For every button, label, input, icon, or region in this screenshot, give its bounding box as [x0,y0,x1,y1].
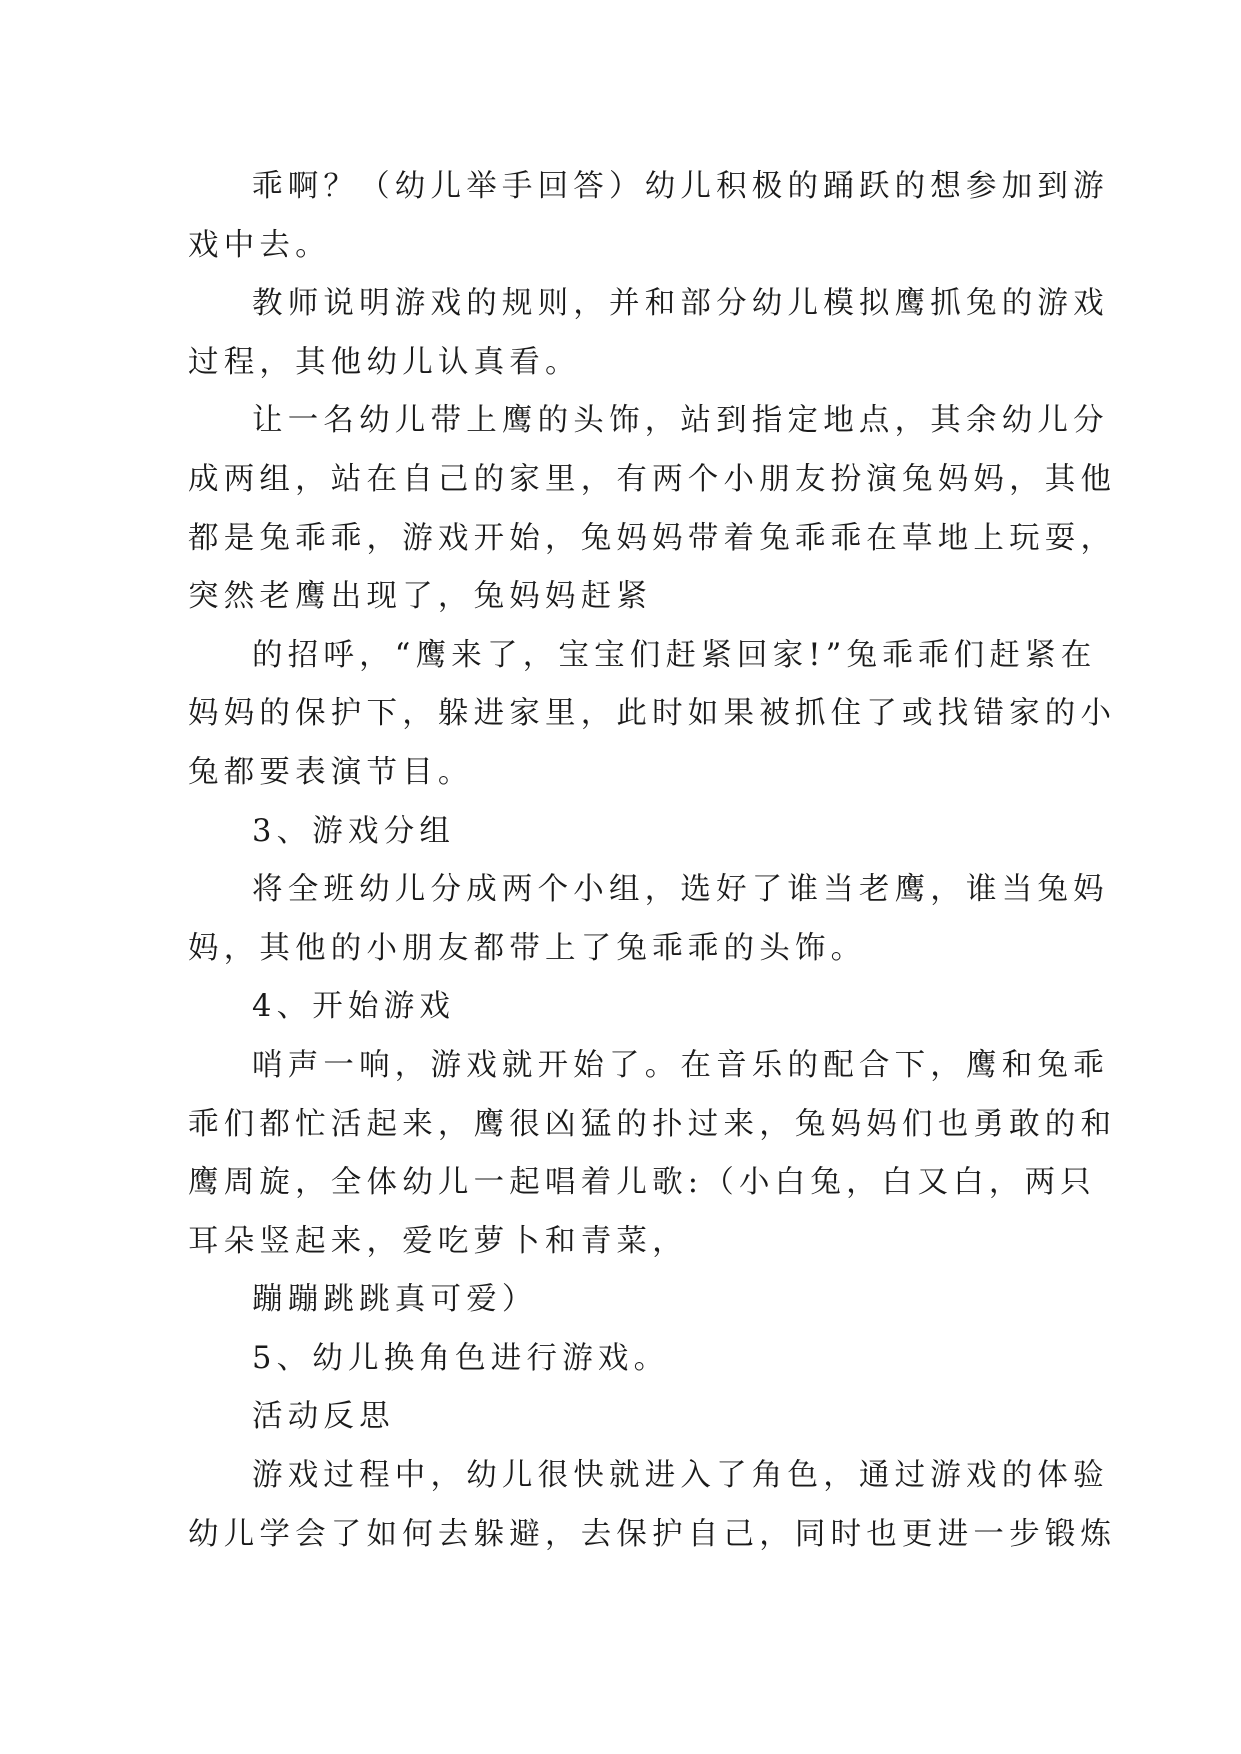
paragraph [188,158,1109,275]
text-line: 幼儿学会了如何去躲避，去保护自己，同时也更进一步锻炼 [188,1516,1117,1552]
paragraph [188,803,1068,862]
paragraph [188,1388,1068,1447]
text-line: 3、游戏分组 [252,813,456,849]
paragraph [188,627,1117,803]
text-line: 的招呼，“鹰来了，宝宝们赶紧回家!”兔乖乖们赶紧在 [252,637,1097,673]
text-line: 游戏过程中，幼儿很快就进入了角色，通过游戏的体验 [252,1458,1109,1494]
text-line: 活动反思 [252,1399,395,1435]
text-line: 成两组，站在自己的家里，有两个小朋友扮演兔妈妈，其他 [188,461,1117,497]
paragraph [188,1447,1117,1564]
document-body [188,158,1117,1564]
text-line: 让一名幼儿带上鹰的头饰，站到指定地点，其余幼儿分 [252,403,1109,439]
text-line: 戏中去。 [188,227,331,263]
text-line: 鹰周旋，全体幼儿一起唱着儿歌:（小白兔，白又白，两只 [188,1165,1096,1201]
text-line: 过程，其他幼儿认真看。 [188,344,581,380]
text-line: 兔都要表演节目。 [188,754,474,790]
text-line: 妈，其他的小朋友都带上了兔乖乖的头饰。 [188,930,867,966]
text-line: 哨声一响，游戏就开始了。在音乐的配合下，鹰和兔乖 [252,1047,1109,1083]
text-line: 5、幼儿换角色进行游戏。 [252,1340,670,1376]
text-line: 4、开始游戏 [252,989,456,1025]
paragraph [188,1330,1068,1389]
text-line: 将全班幼儿分成两个小组，选好了谁当老鹰，谁当兔妈 [252,872,1109,908]
paragraph [188,861,1109,978]
paragraph [188,1037,1117,1271]
text-line: 教师说明游戏的规则，并和部分幼儿模拟鹰抓兔的游戏 [252,286,1109,322]
text-line: 乖们都忙活起来，鹰很凶猛的扑过来，兔妈妈们也勇敢的和 [188,1106,1117,1142]
text-line: 耳朵竖起来，爱吃萝卜和青菜， [188,1223,688,1259]
paragraph [188,392,1117,626]
paragraph [188,978,1068,1037]
text-line: 妈妈的保护下，躲进家里，此时如果被抓住了或找错家的小 [188,696,1117,732]
text-line: 蹦蹦跳跳真可爱） [252,1282,538,1318]
paragraph [188,1271,1068,1330]
paragraph [188,275,1109,392]
text-line: 突然老鹰出现了，兔妈妈赶紧 [188,579,653,615]
text-line: 乖啊？（幼儿举手回答）幼儿积极的踊跃的想参加到游 [252,169,1109,204]
text-line: 都是兔乖乖，游戏开始，兔妈妈带着兔乖乖在草地上玩耍， [188,520,1117,556]
